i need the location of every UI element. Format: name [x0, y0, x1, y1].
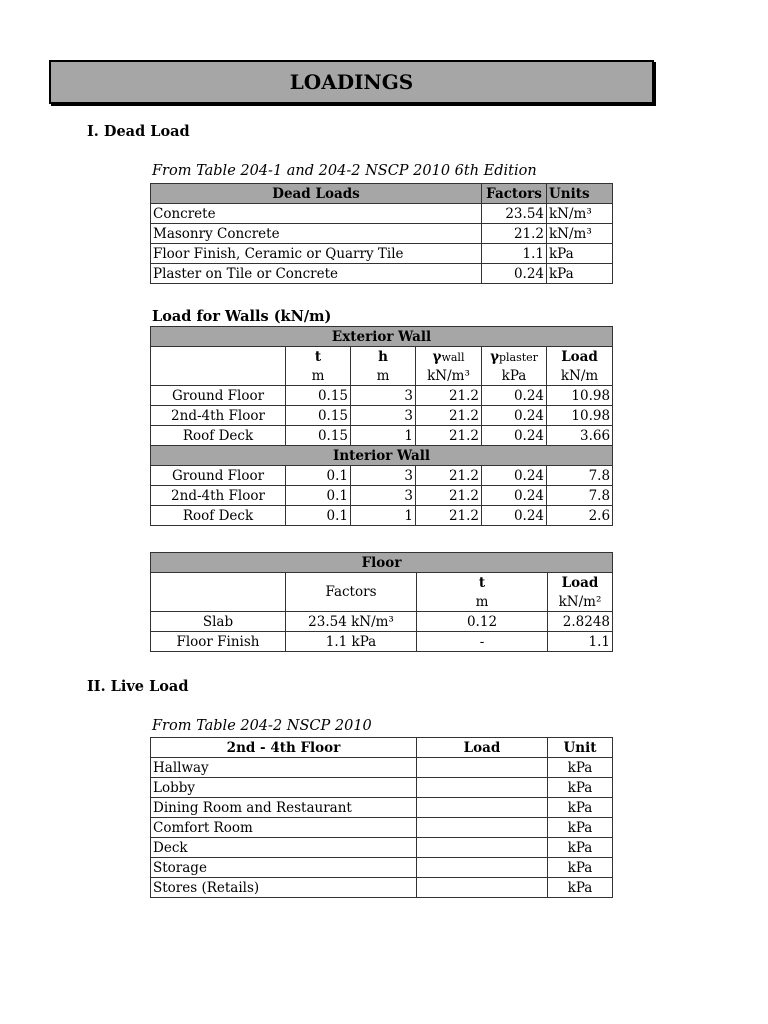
walls-header-row — [151, 347, 613, 367]
floor-name: Ground Floor — [151, 466, 286, 486]
table-row — [151, 386, 613, 406]
live-load-unit: kPa — [548, 798, 613, 818]
h-value: 1 — [351, 506, 416, 526]
h-value: 3 — [351, 406, 416, 426]
t-header: t — [417, 573, 548, 593]
live-load-name: Deck — [151, 838, 417, 858]
h-value: 1 — [351, 426, 416, 446]
table-row — [151, 612, 613, 632]
gamma-symbol: γ — [432, 348, 442, 365]
floor-table — [150, 552, 613, 652]
t-value: 0.15 — [286, 386, 351, 406]
floor-name: Ground Floor — [151, 386, 286, 406]
gamma-plaster-value: 0.24 — [482, 466, 547, 486]
table-row — [151, 632, 613, 652]
load-header: Load — [547, 347, 613, 367]
floor-item-load: 1.1 — [548, 632, 613, 652]
interior-wall-title: Interior Wall — [151, 446, 613, 466]
walls-table — [150, 326, 613, 526]
live-load-name: Lobby — [151, 778, 417, 798]
dead-load-heading: I. Dead Load — [87, 123, 190, 140]
live-load-value — [417, 838, 548, 858]
h-unit: m — [351, 366, 416, 386]
gamma-wall-sub: wall — [441, 350, 465, 364]
table-row — [151, 264, 613, 284]
live-load-value — [417, 758, 548, 778]
dead-load-name: Plaster on Tile or Concrete — [151, 264, 482, 284]
dead-load-unit: kN/m³ — [547, 204, 613, 224]
floor-name: 2nd-4th Floor — [151, 406, 286, 426]
t-value: 0.1 — [286, 466, 351, 486]
dead-load-caption: From Table 204-1 and 204-2 NSCP 2010 6th Edition — [152, 163, 537, 179]
live-load-value — [417, 858, 548, 878]
dead-load-factor: 21.2 — [482, 224, 547, 244]
table-row — [151, 406, 613, 426]
dead-load-table — [150, 183, 613, 284]
dead-load-factor: 1.1 — [482, 244, 547, 264]
load-value: 3.66 — [547, 426, 613, 446]
dead-load-factor: 0.24 — [482, 264, 547, 284]
floor-item-t: - — [417, 632, 548, 652]
table-row — [151, 878, 613, 898]
gamma-wall-value: 21.2 — [416, 426, 482, 446]
dead-load-unit: kN/m³ — [547, 224, 613, 244]
floor-item-factor: 23.54 kN/m³ — [286, 612, 417, 632]
live-load-name: Hallway — [151, 758, 417, 778]
empty-cell — [151, 592, 286, 612]
gamma-wall-value: 21.2 — [416, 466, 482, 486]
h-value: 3 — [351, 386, 416, 406]
floor-title: Floor — [151, 553, 613, 573]
load-value: 2.6 — [547, 506, 613, 526]
gamma-plaster-value: 0.24 — [482, 506, 547, 526]
floor-item-factor: 1.1 kPa — [286, 632, 417, 652]
gamma-wall-header — [416, 347, 482, 367]
gamma-plaster-value: 0.24 — [482, 426, 547, 446]
floor-name: Roof Deck — [151, 506, 286, 526]
t-unit: m — [417, 592, 548, 612]
floor-item-name: Slab — [151, 612, 286, 632]
load-value: 10.98 — [547, 406, 613, 426]
table-row — [151, 486, 613, 506]
t-value: 0.1 — [286, 506, 351, 526]
unit-header: Unit — [548, 738, 613, 758]
dead-load-header-row — [151, 184, 613, 204]
h-value: 3 — [351, 466, 416, 486]
table-row — [151, 798, 613, 818]
walls-units-row — [151, 366, 613, 386]
live-load-unit: kPa — [548, 838, 613, 858]
page-title: LOADINGS — [49, 60, 654, 104]
exterior-wall-title: Exterior Wall — [151, 327, 613, 347]
gamma-wall-value: 21.2 — [416, 486, 482, 506]
dead-load-name: Floor Finish, Ceramic or Quarry Tile — [151, 244, 482, 264]
load-value: 7.8 — [547, 466, 613, 486]
factors-header: Factors — [482, 184, 547, 204]
t-value: 0.15 — [286, 426, 351, 446]
live-load-name: Storage — [151, 858, 417, 878]
h-value: 3 — [351, 486, 416, 506]
load-header: Load — [548, 573, 613, 593]
gamma-wall-value: 21.2 — [416, 406, 482, 426]
live-load-name: Dining Room and Restaurant — [151, 798, 417, 818]
table-row — [151, 204, 613, 224]
gamma-plaster-value: 0.24 — [482, 486, 547, 506]
floor-name: Roof Deck — [151, 426, 286, 446]
load-value: 10.98 — [547, 386, 613, 406]
table-row — [151, 818, 613, 838]
table-row — [151, 224, 613, 244]
factors-header: Factors — [286, 573, 417, 612]
floor-item-load: 2.8248 — [548, 612, 613, 632]
gamma-plaster-value: 0.24 — [482, 406, 547, 426]
t-header: t — [286, 347, 351, 367]
t-value: 0.1 — [286, 486, 351, 506]
table-row — [151, 758, 613, 778]
table-row — [151, 778, 613, 798]
t-unit: m — [286, 366, 351, 386]
live-load-name: Comfort Room — [151, 818, 417, 838]
gamma-symbol: γ — [490, 348, 499, 365]
live-load-unit: kPa — [548, 878, 613, 898]
walls-caption: Load for Walls (kN/m) — [152, 308, 332, 325]
gamma-wall-value: 21.2 — [416, 506, 482, 526]
live-load-header-row — [151, 738, 613, 758]
gamma-plaster-value: 0.24 — [482, 386, 547, 406]
dead-loads-header: Dead Loads — [151, 184, 482, 204]
live-load-unit: kPa — [548, 778, 613, 798]
live-load-caption: From Table 204-2 NSCP 2010 — [152, 718, 372, 734]
floor-header-row — [151, 573, 613, 593]
load-unit: kN/m — [547, 366, 613, 386]
gamma-plaster-header — [482, 347, 547, 367]
live-load-unit: kPa — [548, 818, 613, 838]
floor-item-t: 0.12 — [417, 612, 548, 632]
gamma-wall-unit: kN/m³ — [416, 366, 482, 386]
gamma-plaster-unit: kPa — [482, 366, 547, 386]
dead-load-unit: kPa — [547, 264, 613, 284]
live-load-heading: II. Live Load — [87, 678, 189, 695]
load-unit: kN/m² — [548, 592, 613, 612]
t-value: 0.15 — [286, 406, 351, 426]
gamma-plaster-sub: plaster — [498, 350, 538, 364]
dead-load-name: Masonry Concrete — [151, 224, 482, 244]
floor-item-name: Floor Finish — [151, 632, 286, 652]
load-header: Load — [417, 738, 548, 758]
units-header: Units — [547, 184, 613, 204]
table-row — [151, 506, 613, 526]
dead-load-name: Concrete — [151, 204, 482, 224]
empty-cell — [151, 573, 286, 593]
live-load-value — [417, 818, 548, 838]
live-load-unit: kPa — [548, 858, 613, 878]
table-row — [151, 426, 613, 446]
empty-cell — [151, 347, 286, 367]
live-load-value — [417, 878, 548, 898]
table-row — [151, 858, 613, 878]
gamma-wall-value: 21.2 — [416, 386, 482, 406]
table-row — [151, 244, 613, 264]
floor-range-header: 2nd - 4th Floor — [151, 738, 417, 758]
table-row — [151, 838, 613, 858]
floor-name: 2nd-4th Floor — [151, 486, 286, 506]
live-load-table — [150, 737, 613, 898]
h-header: h — [351, 347, 416, 367]
live-load-value — [417, 798, 548, 818]
live-load-name: Stores (Retails) — [151, 878, 417, 898]
live-load-value — [417, 778, 548, 798]
load-value: 7.8 — [547, 486, 613, 506]
table-row — [151, 466, 613, 486]
live-load-unit: kPa — [548, 758, 613, 778]
dead-load-unit: kPa — [547, 244, 613, 264]
empty-cell — [151, 366, 286, 386]
dead-load-factor: 23.54 — [482, 204, 547, 224]
